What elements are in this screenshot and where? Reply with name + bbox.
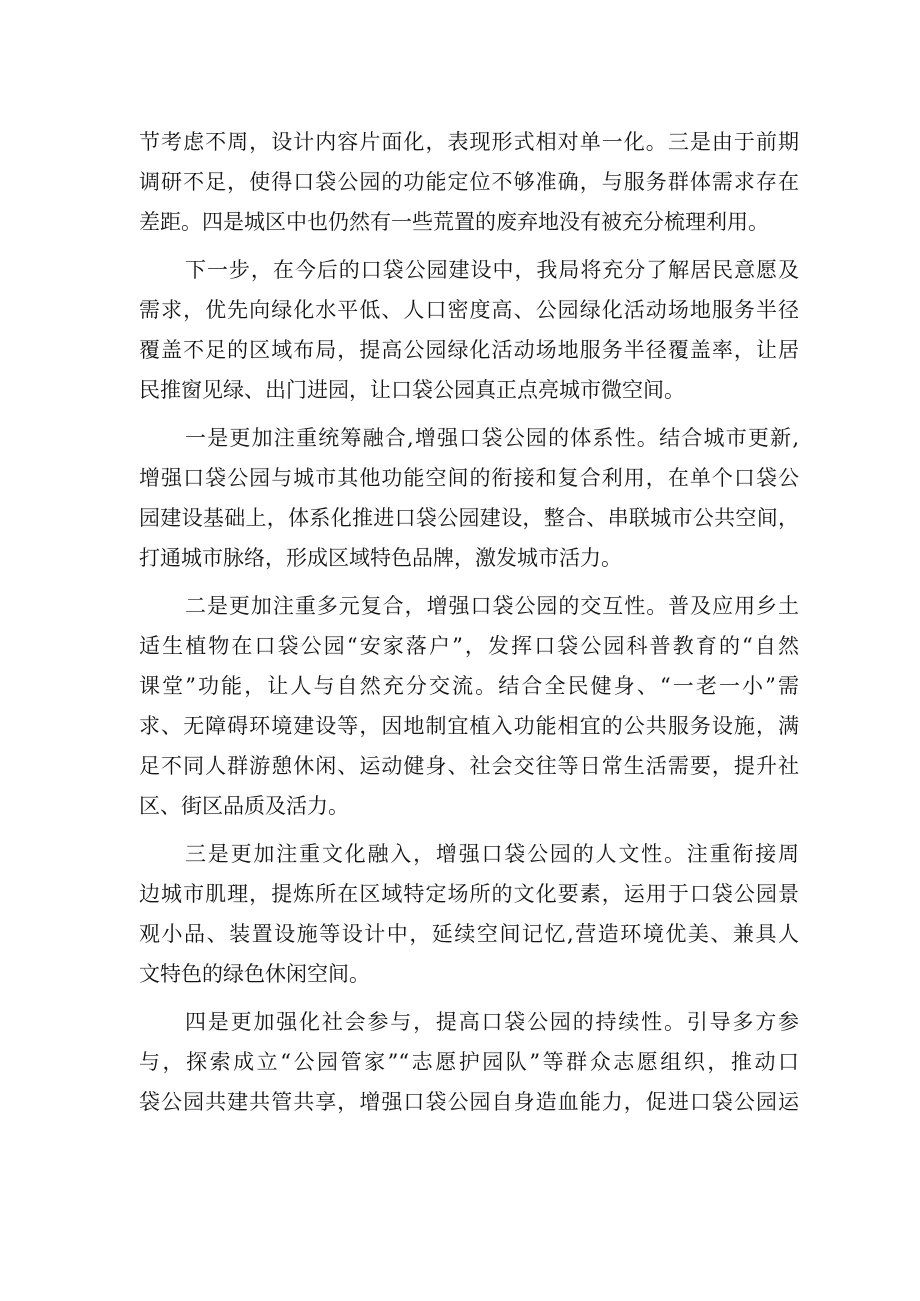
- paragraph-line: 区、街区品质及活力。: [139, 794, 349, 818]
- paragraph-1: [139, 122, 799, 242]
- paragraph-line: 下一步，在今后的口袋公园建设中，我局将充分了解居民意愿及: [185, 258, 799, 282]
- paragraph-5: [139, 834, 799, 994]
- paragraph-line: 足不同人群游憩休闲、运动健身、社会交往等日常生活需要，提升社: [139, 754, 799, 778]
- paragraph-line: 袋公园共建共管共享，增强口袋公园自身造血能力，促进口袋公园运: [139, 1090, 799, 1114]
- paragraph-line: 求、无障碍环境建设等，因地制宜植入功能相宜的公共服务设施，满: [139, 714, 799, 738]
- paragraph-line: 增强口袋公园与城市其他功能空间的衔接和复合利用，在单个口袋公: [139, 466, 799, 490]
- paragraph-line: 需求，优先向绿化水平低、人口密度高、公园绿化活动场地服务半径: [139, 298, 799, 322]
- paragraph-line: 观小品、装置设施等设计中，延续空间记忆,营造环境优美、兼具人: [139, 922, 799, 946]
- paragraph-line: 园建设基础上，体系化推进口袋公园建设，整合、串联城市公共空间，: [139, 506, 799, 530]
- paragraph-4: [139, 586, 799, 826]
- document-body: [139, 122, 799, 1122]
- paragraph-line: 一是更加注重统筹融合,增强口袋公园的体系性。结合城市更新,: [185, 426, 799, 450]
- paragraph-6: [139, 1002, 799, 1122]
- paragraph-line: 二是更加注重多元复合，增强口袋公园的交互性。普及应用乡土: [185, 594, 799, 618]
- paragraph-3: [139, 418, 799, 578]
- paragraph-line: 节考虑不周，设计内容片面化，表现形式相对单一化。三是由于前期: [139, 130, 799, 154]
- paragraph-line: 与，探索成立“公园管家”“志愿护园队”等群众志愿组织，推动口: [139, 1050, 799, 1074]
- paragraph-line: 适生植物在口袋公园“安家落户”，发挥口袋公园科普教育的“自然: [139, 634, 799, 658]
- paragraph-line: 调研不足，使得口袋公园的功能定位不够准确，与服务群体需求存在: [139, 170, 799, 194]
- paragraph-line: 边城市肌理，提炼所在区域特定场所的文化要素，运用于口袋公园景: [139, 882, 799, 906]
- paragraph-2: [139, 250, 799, 410]
- paragraph-line: 打通城市脉络，形成区域特色品牌，激发城市活力。: [139, 546, 622, 570]
- paragraph-line: 差距。四是城区中也仍然有一些荒置的废弃地没有被充分梳理利用。: [139, 210, 769, 234]
- paragraph-line: 文特色的绿色休闲空间。: [139, 962, 370, 986]
- paragraph-line: 民推窗见绿、出门进园，让口袋公园真正点亮城市微空间。: [139, 378, 685, 402]
- paragraph-line: 四是更加强化社会参与，提高口袋公园的持续性。引导多方参: [185, 1010, 799, 1034]
- paragraph-line: 覆盖不足的区域布局，提高公园绿化活动场地服务半径覆盖率，让居: [139, 338, 799, 362]
- paragraph-line: 课堂”功能，让人与自然充分交流。结合全民健身、“一老一小”需: [139, 674, 799, 698]
- paragraph-line: 三是更加注重文化融入，增强口袋公园的人文性。注重衔接周: [185, 842, 799, 866]
